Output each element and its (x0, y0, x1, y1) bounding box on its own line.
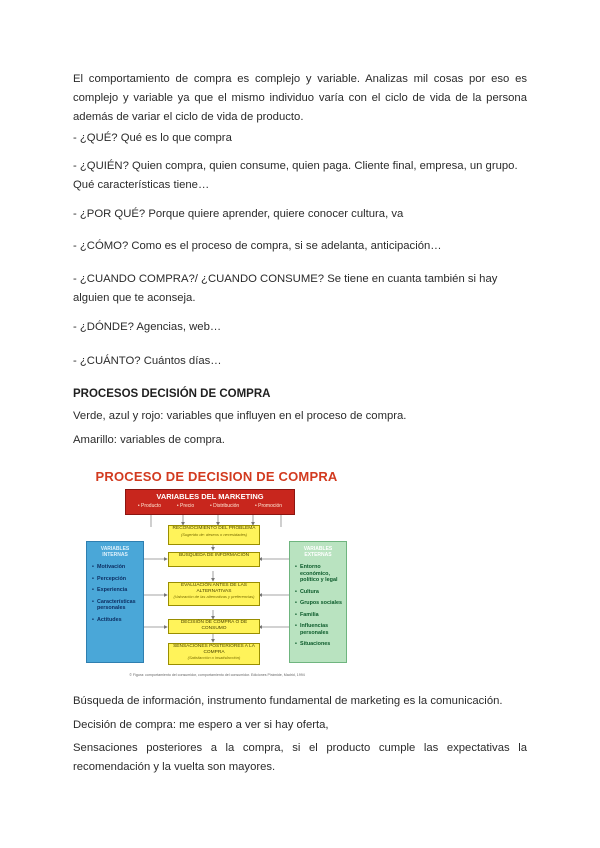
figure-caption: © Figura: comportamiento del consumidor, comportamiento del consumidor. Ediciones Pirámide, Madrid, 1994 (129, 673, 305, 677)
stage-label: RECONOCIMIENTO DEL PROBLEMA (172, 526, 256, 531)
external-variables-list (295, 564, 343, 653)
marketing-item: • Producto (137, 503, 162, 509)
list-item: • Percepción (92, 576, 140, 583)
stage-recognition (168, 525, 260, 545)
stage-decision (168, 619, 260, 634)
quien-paragraph: - ¿QUIÉN? Quien compra, quien consume, quien paga. Cliente final, empresa, un grupo. Qué características tiene… (73, 160, 518, 191)
decision-line: Decisión de compra: me espero a ver si hay oferta, (73, 719, 329, 731)
como-line: - ¿CÓMO? Como es el proceso de compra, si se adelanta, anticipación… (73, 240, 442, 252)
colores-line: Verde, azul y rojo: variables que influyen en el proceso de compra. (73, 410, 407, 422)
stage-label: BÚSQUEDA DE INFORMACIÓN (178, 553, 250, 558)
internal-variables-box (86, 541, 144, 663)
donde-line: - ¿DÓNDE? Agencias, web… (73, 321, 222, 333)
marketing-variables-box (125, 489, 295, 515)
marketing-variables-items (130, 503, 290, 509)
intro-paragraph: El comportamiento de compra es complejo y variable. Analizas mil cosas por eso es complejo y variable ya que el mismo individuo varía con el ciclo de vida de la persona además de variar el ciclo de vida de producto. (73, 73, 527, 123)
external-variables-box (289, 541, 347, 663)
internal-variables-title: VARIABLES INTERNAS (100, 546, 130, 558)
stage-evaluation (168, 582, 260, 606)
stage-label: DECISIÓN DE COMPRA O DE CONSUMO (180, 620, 248, 631)
stage-label: EVALUACIÓN ANTES DE LAS ALTERNATIVAS (180, 583, 248, 594)
amarillo-line: Amarillo: variables de compra. (73, 434, 225, 446)
list-item: • Influencias personales (295, 623, 343, 636)
sensaciones-paragraph: Sensaciones posteriores a la compra, si el producto cumple las expectativas la recomendación y la vuelta son mayores. (73, 742, 527, 773)
que-line: - ¿QUÉ? Qué es lo que compra (73, 132, 232, 144)
internal-variables-list (92, 564, 140, 628)
cuando-paragraph: - ¿CUANDO COMPRA?/ ¿CUANDO CONSUME? Se tiene en cuanta también si hay alguien que te aconseja. (73, 273, 498, 304)
list-item: • Características personales (92, 599, 140, 612)
marketing-item: • Promoción (255, 503, 283, 509)
stage-sub: (Valoración de las alternativas y preferencias) (173, 594, 255, 600)
stage-label: SENSACIONES POSTERIORES A LA COMPRA (173, 644, 255, 655)
list-item: • Situaciones (295, 641, 343, 648)
list-item: • Familia (295, 612, 343, 619)
cuanto-line: - ¿CUÁNTO? Cuántos días… (73, 355, 222, 367)
section-heading: PROCESOS DECISIÓN DE COMPRA (73, 388, 271, 400)
marketing-variables-title: VARIABLES DEL MARKETING (156, 492, 264, 501)
marketing-item: • Distribución (209, 503, 240, 509)
stage-sub: (Satisfacción o insatisfacción) (187, 655, 241, 661)
decision-process-diagram (73, 467, 360, 681)
busqueda-line: Búsqueda de información, instrumento fundamental de marketing es la comunicación. (73, 695, 503, 707)
external-variables-title: VARIABLES EXTERNAS (303, 546, 333, 558)
marketing-item: • Precio (176, 503, 195, 509)
stage-post-purchase (168, 643, 260, 665)
list-item: • Entorno económico, político y legal (295, 564, 343, 584)
stage-search (168, 552, 260, 567)
list-item: • Grupos sociales (295, 600, 343, 607)
diagram-title: PROCESO DE DECISION DE COMPRA (95, 469, 338, 484)
list-item: • Actitudes (92, 617, 140, 624)
porque-line: - ¿POR QUÉ? Porque quiere aprender, quiere conocer cultura, va (73, 208, 404, 220)
list-item: • Motivación (92, 564, 140, 571)
list-item: • Cultura (295, 589, 343, 596)
list-item: • Experiencia (92, 587, 140, 594)
stage-sub: (Sugerido de: deseos o necesidades) (180, 531, 248, 537)
